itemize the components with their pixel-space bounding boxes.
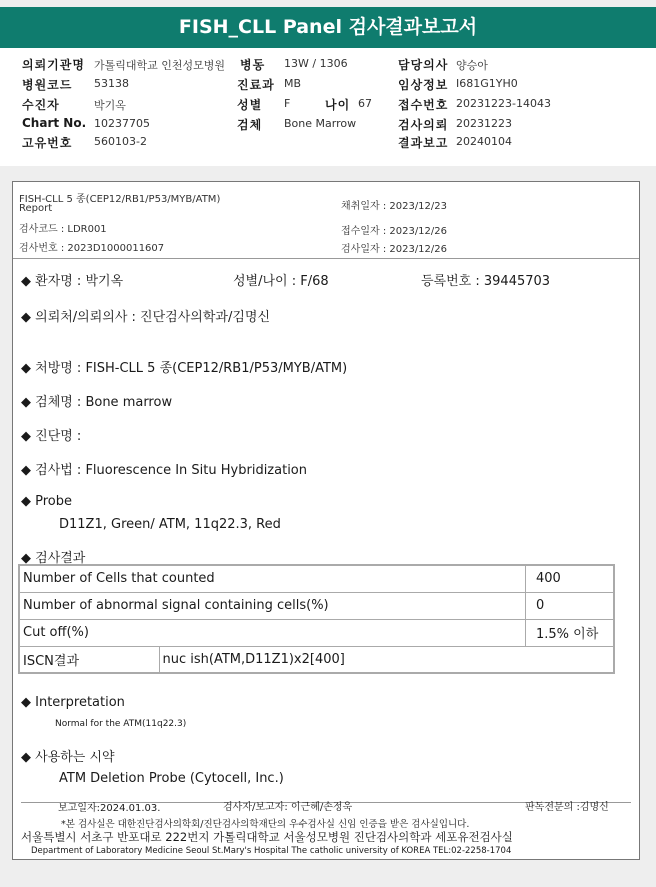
label-report-date: 결과보고 xyxy=(398,136,449,150)
test-method: ◆ 검사법 : Fluorescence In Situ Hybridization xyxy=(21,463,307,478)
footer-address: 서울특별시 서초구 반포대로 222번지 가톨릭대학교 서울성모병원 진단검사의학과 세포유전검사실 xyxy=(21,830,513,844)
reagent-value: ATM Deletion Probe (Cytocell, Inc.) xyxy=(59,771,284,786)
probe-label: ◆ Probe xyxy=(21,494,73,509)
value-chart-no: 10237705 xyxy=(94,117,150,130)
header-info xyxy=(0,48,656,166)
value-ward: 13W / 1306 xyxy=(284,57,348,70)
label-unique-no: 고유번호 xyxy=(22,136,73,150)
value-patient: 박기옥 xyxy=(94,99,126,112)
table-row xyxy=(19,565,614,592)
label-specimen: 검체 xyxy=(237,118,263,132)
label-institution: 의뢰기관명 xyxy=(22,58,85,72)
result-key: Number of Cells that counted xyxy=(19,565,526,592)
value-sex: F xyxy=(284,97,291,110)
value-report-date: 20240104 xyxy=(456,135,512,148)
test-date: 검사일자 : 2023/12/26 xyxy=(341,244,448,255)
iscn-value: nuc ish(ATM,D11Z1)x2[400] xyxy=(159,646,614,673)
footer-reporters: 검사자/보고자: 이근혜/손정욱 xyxy=(223,802,353,813)
label-age: 나이 xyxy=(325,98,351,112)
result-table xyxy=(18,564,615,674)
interpretation-value: Normal for the ATM(11q22.3) xyxy=(55,719,187,729)
collect-date: 채취일자 : 2023/12/23 xyxy=(341,201,448,212)
value-institution: 가톨릭대학교 인천성모병원 xyxy=(94,59,226,72)
result-heading: ◆ 검사결과 xyxy=(21,551,86,566)
reagent-label: ◆ 사용하는 시약 xyxy=(21,750,115,765)
value-doctor: 양승아 xyxy=(456,59,488,72)
value-receipt-no: 20231223-14043 xyxy=(456,97,551,110)
table-row xyxy=(19,592,614,619)
footer-certification: *본 검사실은 대한진단검사의학회/진단검사의학재단의 우수검사실 신임 인증을 받은 검사실입니다. xyxy=(61,819,470,830)
prescription: ◆ 처방명 : FISH-CLL 5 종(CEP12/RB1/P53/MYB/ATM) xyxy=(21,361,348,376)
iscn-label: ISCN결과 xyxy=(19,646,159,673)
result-value: 0 xyxy=(526,592,615,619)
label-receipt-no: 접수번호 xyxy=(398,98,449,112)
report-word: Report xyxy=(19,203,53,214)
test-number: 검사번호 : 2023D1000011607 xyxy=(19,243,165,254)
requester: ◆ 의뢰처/의뢰의사 : 진단검사의학과/김명신 xyxy=(21,310,271,325)
report-body xyxy=(12,181,640,860)
test-code: 검사코드 : LDR001 xyxy=(19,224,107,235)
result-value: 1.5% 이하 xyxy=(526,619,615,646)
label-chart-no: Chart No. xyxy=(22,116,87,130)
label-department: 진료과 xyxy=(237,78,275,92)
value-unique-no: 560103-2 xyxy=(94,135,147,148)
receive-date: 접수일자 : 2023/12/26 xyxy=(341,226,448,237)
patient-name: ◆ 환자명 : 박기옥 xyxy=(21,274,124,289)
result-value: 400 xyxy=(526,565,615,592)
table-row xyxy=(19,646,614,673)
value-hospital-code: 53138 xyxy=(94,77,129,90)
footer-specialist: 판독전문의 :김명신 xyxy=(525,802,609,813)
label-request-date: 검사의뢰 xyxy=(398,118,449,132)
registration-number: 등록번호 : 39445703 xyxy=(421,274,551,289)
diagnosis: ◆ 진단명 : xyxy=(21,429,82,444)
label-doctor: 담당의사 xyxy=(398,58,449,72)
label-clinical-info: 임상정보 xyxy=(398,78,449,92)
report-title: FISH_CLL Panel 검사결과보고서 xyxy=(0,7,656,48)
test-info-header xyxy=(13,182,639,259)
footer-english: Department of Laboratory Medicine Seoul St.Mary's Hospital The catholic university of KOREA TEL:02-2258-1704 xyxy=(31,846,512,856)
label-hospital-code: 병원코드 xyxy=(22,78,73,92)
label-sex: 성별 xyxy=(237,98,263,112)
test-name: FISH-CLL 5 종(CEP12/RB1/P53/MYB/ATM) xyxy=(19,194,221,205)
interpretation-label: ◆ Interpretation xyxy=(21,695,125,710)
value-clinical-info: I681G1YH0 xyxy=(456,77,518,90)
probe-value: D11Z1, Green/ ATM, 11q22.3, Red xyxy=(59,517,281,532)
label-patient: 수진자 xyxy=(22,98,60,112)
value-department: MB xyxy=(284,77,302,90)
patient-sex-age: 성별/나이 : F/68 xyxy=(233,274,329,289)
value-request-date: 20231223 xyxy=(456,117,512,130)
label-ward: 병동 xyxy=(240,58,266,72)
result-key: Cut off(%) xyxy=(19,619,526,646)
table-row xyxy=(19,619,614,646)
value-age: 67 xyxy=(358,97,372,110)
result-key: Number of abnormal signal containing cells(%) xyxy=(19,592,526,619)
specimen-name: ◆ 검체명 : Bone marrow xyxy=(21,395,173,410)
footer-report-date: 보고일자:2024.01.03. xyxy=(58,803,161,814)
value-specimen: Bone Marrow xyxy=(284,117,357,130)
